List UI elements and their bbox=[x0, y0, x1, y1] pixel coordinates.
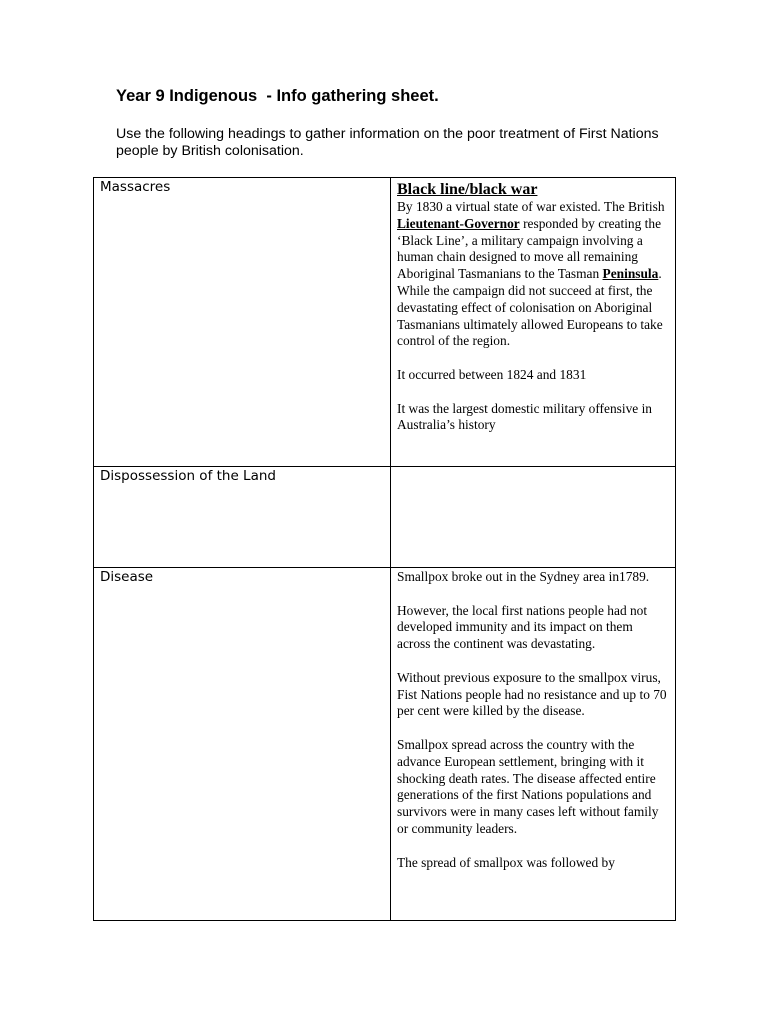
heading-cell-dispossession[interactable] bbox=[94, 467, 391, 568]
disease-paragraph-5: The spread of smallpox was followed by bbox=[397, 854, 615, 870]
table-row-disease bbox=[94, 568, 676, 921]
table-row-dispossession bbox=[94, 467, 676, 568]
content-cell-massacres[interactable] bbox=[391, 178, 676, 467]
instructions-text: Use the following headings to gather information on the poor treatment of First Nations people by British colonisation. bbox=[116, 126, 659, 159]
heading-cell-disease[interactable] bbox=[94, 568, 391, 921]
term-peninsula: Peninsula bbox=[602, 266, 659, 282]
massacres-text-part-2: responded by creating the ‘Black Line’, a military campaign involving a human chain designed to move all remaining Aboriginal Tasmanians to the Tasman bbox=[397, 215, 662, 282]
content-heading-black-line: Black line/black war bbox=[397, 181, 538, 198]
table-row-massacres bbox=[94, 178, 676, 467]
content-cell-dispossession[interactable] bbox=[391, 467, 676, 568]
heading-cell-massacres[interactable] bbox=[94, 178, 391, 467]
disease-paragraph-4: Smallpox spread across the country with the advance European settlement, bringing with it shocking death rates. The disease affected entire generations of the first Nations populations and survivors were in many cases left without family or community leaders. bbox=[397, 736, 659, 836]
massacres-paragraph-1 bbox=[397, 199, 669, 350]
disease-paragraph-3: Without previous exposure to the smallpox virus, Fist Nations people had no resistance and up to 70 per cent were killed by the disease. bbox=[397, 669, 667, 719]
massacres-paragraph-2: It occurred between 1824 and 1831 bbox=[397, 366, 587, 382]
heading-label-dispossession: Dispossession of the Land bbox=[100, 468, 276, 484]
info-gathering-table bbox=[93, 177, 676, 921]
content-cell-disease[interactable] bbox=[391, 568, 676, 921]
massacres-text-part-1: By 1830 a virtual state of war existed. The British bbox=[397, 199, 665, 214]
heading-label-disease: Disease bbox=[100, 569, 154, 585]
disease-paragraph-2: However, the local first nations people had not developed immunity and its impact on them across the continent was devastating. bbox=[397, 602, 648, 652]
massacres-paragraph-3: It was the largest domestic military offensive in Australia’s history bbox=[397, 400, 652, 433]
page-title: Year 9 Indigenous - Info gathering sheet. bbox=[116, 87, 439, 105]
disease-paragraph-1: Smallpox broke out in the Sydney area in1789. bbox=[397, 569, 650, 584]
heading-label-massacres: Massacres bbox=[100, 179, 171, 195]
massacres-text-part-3: . While the campaign did not succeed at first, the devastating effect of colonisation on Aboriginal Tasmanians ultimately allowed Europeans to take control of the region. bbox=[397, 266, 663, 349]
term-lieutenant-governor: Lieutenant-Governor bbox=[397, 215, 520, 231]
disease-content-clip bbox=[397, 569, 669, 919]
